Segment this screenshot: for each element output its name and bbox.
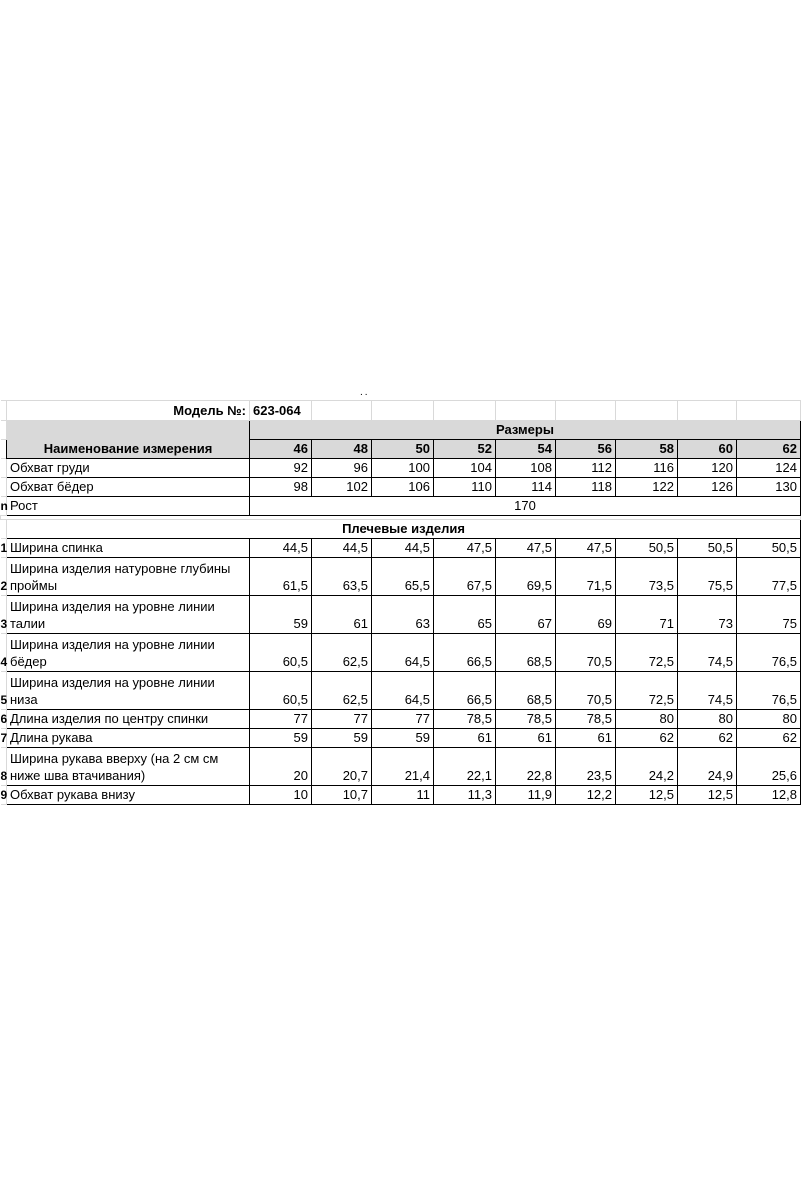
height-value: 170 xyxy=(250,497,801,516)
table-row xyxy=(1,710,801,729)
measurement-value: 124 xyxy=(737,459,801,478)
size-header: 62 xyxy=(737,440,801,459)
measurement-value: 112 xyxy=(556,459,616,478)
measurement-value: 104 xyxy=(434,459,496,478)
measurement-name: Ширина изделия на уровне линии низа xyxy=(7,672,250,710)
size-header: 48 xyxy=(312,440,372,459)
measurement-value: 69,5 xyxy=(496,558,556,596)
measurement-name: Обхват бёдер xyxy=(7,478,250,497)
measurement-value: 74,5 xyxy=(678,634,737,672)
measurement-value: 80 xyxy=(737,710,801,729)
measurement-value: 60,5 xyxy=(250,634,312,672)
measurement-value: 120 xyxy=(678,459,737,478)
measurement-value: 21,4 xyxy=(372,748,434,786)
section-row xyxy=(1,520,801,539)
sheet-dots: .. xyxy=(360,387,370,398)
measurement-value: 63 xyxy=(372,596,434,634)
measurement-value: 122 xyxy=(616,478,678,497)
size-header: 46 xyxy=(250,440,312,459)
row-index: 5 xyxy=(1,672,7,710)
measurement-value: 110 xyxy=(434,478,496,497)
table-row xyxy=(1,748,801,786)
measurement-value: 78,5 xyxy=(496,710,556,729)
measurement-value: 66,5 xyxy=(434,672,496,710)
row-index: 1 xyxy=(1,539,7,558)
table-row xyxy=(1,459,801,478)
measurement-value: 114 xyxy=(496,478,556,497)
row-index: 6 xyxy=(1,710,7,729)
measurement-value: 98 xyxy=(250,478,312,497)
measurement-value: 65,5 xyxy=(372,558,434,596)
measurement-value: 44,5 xyxy=(250,539,312,558)
measurement-value: 25,6 xyxy=(737,748,801,786)
row-index: 3 xyxy=(1,596,7,634)
measurement-value: 12,2 xyxy=(556,786,616,805)
measurement-value: 77 xyxy=(312,710,372,729)
measurement-value: 67,5 xyxy=(434,558,496,596)
measurement-value: 126 xyxy=(678,478,737,497)
model-number: 623-064 xyxy=(250,401,312,421)
measurement-value: 69 xyxy=(556,596,616,634)
measurement-value: 61 xyxy=(434,729,496,748)
measurement-value: 20 xyxy=(250,748,312,786)
measurement-value: 78,5 xyxy=(434,710,496,729)
size-header: 50 xyxy=(372,440,434,459)
measurement-value: 77,5 xyxy=(737,558,801,596)
measurement-value: 50,5 xyxy=(737,539,801,558)
table-row xyxy=(1,596,801,634)
measurement-name: Ширина изделия на уровне линии бёдер xyxy=(7,634,250,672)
measurement-value: 62 xyxy=(616,729,678,748)
measurement-value: 76,5 xyxy=(737,672,801,710)
measurement-name: Ширина изделия на уровне линии талии xyxy=(7,596,250,634)
measurement-value: 59 xyxy=(372,729,434,748)
table-row xyxy=(1,786,801,805)
height-row xyxy=(1,497,801,516)
measurement-value: 22,8 xyxy=(496,748,556,786)
measurement-value: 73,5 xyxy=(616,558,678,596)
table-row xyxy=(1,478,801,497)
spreadsheet xyxy=(0,385,800,805)
measurement-value: 50,5 xyxy=(678,539,737,558)
measurement-value: 70,5 xyxy=(556,672,616,710)
table-body xyxy=(1,401,801,805)
measurement-value: 100 xyxy=(372,459,434,478)
measurement-value: 23,5 xyxy=(556,748,616,786)
measurement-value: 61 xyxy=(556,729,616,748)
measurement-name: Рост xyxy=(7,497,250,516)
measurement-value: 12,8 xyxy=(737,786,801,805)
name-header: Наименование измерения xyxy=(7,421,250,459)
measurement-value: 64,5 xyxy=(372,672,434,710)
sizes-title-row xyxy=(1,421,801,440)
measurement-value: 10 xyxy=(250,786,312,805)
measurement-value: 106 xyxy=(372,478,434,497)
measurement-value: 67 xyxy=(496,596,556,634)
measurement-name: Обхват рукава внизу xyxy=(7,786,250,805)
measurement-value: 11,9 xyxy=(496,786,556,805)
measurement-name: Обхват груди xyxy=(7,459,250,478)
measurement-value: 72,5 xyxy=(616,634,678,672)
table-row xyxy=(1,634,801,672)
measurement-value: 47,5 xyxy=(434,539,496,558)
size-header: 54 xyxy=(496,440,556,459)
measurement-name: Ширина изделия натуровне глубины проймы xyxy=(7,558,250,596)
measurement-value: 78,5 xyxy=(556,710,616,729)
measurement-value: 63,5 xyxy=(312,558,372,596)
measurement-value: 75 xyxy=(737,596,801,634)
measurement-value: 61,5 xyxy=(250,558,312,596)
measurement-value: 66,5 xyxy=(434,634,496,672)
measurement-value: 71,5 xyxy=(556,558,616,596)
measurement-value: 96 xyxy=(312,459,372,478)
measurement-value: 116 xyxy=(616,459,678,478)
measurement-value: 47,5 xyxy=(496,539,556,558)
measurement-value: 92 xyxy=(250,459,312,478)
section-title: Плечевые изделия xyxy=(7,520,801,539)
measurement-value: 118 xyxy=(556,478,616,497)
measurement-name: Ширина рукава вверху (на 2 см см ниже шва втачивания) xyxy=(7,748,250,786)
measurement-value: 77 xyxy=(250,710,312,729)
measurement-value: 12,5 xyxy=(678,786,737,805)
measurement-value: 59 xyxy=(250,729,312,748)
size-header: 58 xyxy=(616,440,678,459)
measurement-value: 64,5 xyxy=(372,634,434,672)
measurement-value: 108 xyxy=(496,459,556,478)
measurement-value: 12,5 xyxy=(616,786,678,805)
model-row xyxy=(1,401,801,421)
measurement-value: 62 xyxy=(737,729,801,748)
measurement-value: 44,5 xyxy=(312,539,372,558)
table-row xyxy=(1,539,801,558)
measurement-value: 50,5 xyxy=(616,539,678,558)
model-label: Модель №: xyxy=(7,401,250,421)
measurement-value: 76,5 xyxy=(737,634,801,672)
measurement-value: 61 xyxy=(312,596,372,634)
measurement-value: 11,3 xyxy=(434,786,496,805)
measurement-value: 130 xyxy=(737,478,801,497)
measurement-value: 61 xyxy=(496,729,556,748)
measurement-value: 44,5 xyxy=(372,539,434,558)
row-index: 2 xyxy=(1,558,7,596)
measurement-value: 24,2 xyxy=(616,748,678,786)
measurement-value: 62,5 xyxy=(312,634,372,672)
measurement-name: Длина рукава xyxy=(7,729,250,748)
measurement-value: 70,5 xyxy=(556,634,616,672)
measurement-table xyxy=(0,400,801,805)
row-index: 4 xyxy=(1,634,7,672)
measurement-value: 74,5 xyxy=(678,672,737,710)
measurement-value: 75,5 xyxy=(678,558,737,596)
measurement-value: 73 xyxy=(678,596,737,634)
sizes-title: Размеры xyxy=(250,421,801,440)
measurement-value: 59 xyxy=(250,596,312,634)
size-header: 56 xyxy=(556,440,616,459)
table-row xyxy=(1,558,801,596)
table-row xyxy=(1,729,801,748)
measurement-value: 59 xyxy=(312,729,372,748)
size-header: 60 xyxy=(678,440,737,459)
measurement-value: 68,5 xyxy=(496,672,556,710)
measurement-value: 80 xyxy=(678,710,737,729)
measurement-name: Ширина спинка xyxy=(7,539,250,558)
measurement-value: 77 xyxy=(372,710,434,729)
measurement-value: 65 xyxy=(434,596,496,634)
measurement-value: 22,1 xyxy=(434,748,496,786)
measurement-value: 60,5 xyxy=(250,672,312,710)
measurement-value: 62 xyxy=(678,729,737,748)
row-index: 7 xyxy=(1,729,7,748)
measurement-value: 10,7 xyxy=(312,786,372,805)
measurement-value: 47,5 xyxy=(556,539,616,558)
measurement-value: 102 xyxy=(312,478,372,497)
measurement-value: 71 xyxy=(616,596,678,634)
measurement-value: 20,7 xyxy=(312,748,372,786)
row-index: 9 xyxy=(1,786,7,805)
measurement-value: 68,5 xyxy=(496,634,556,672)
measurement-value: 80 xyxy=(616,710,678,729)
row-index: n xyxy=(1,497,7,516)
row-index: 8 xyxy=(1,748,7,786)
table-row xyxy=(1,672,801,710)
measurement-name: Длина изделия по центру спинки xyxy=(7,710,250,729)
measurement-value: 72,5 xyxy=(616,672,678,710)
measurement-value: 11 xyxy=(372,786,434,805)
measurement-value: 24,9 xyxy=(678,748,737,786)
measurement-value: 62,5 xyxy=(312,672,372,710)
size-header: 52 xyxy=(434,440,496,459)
